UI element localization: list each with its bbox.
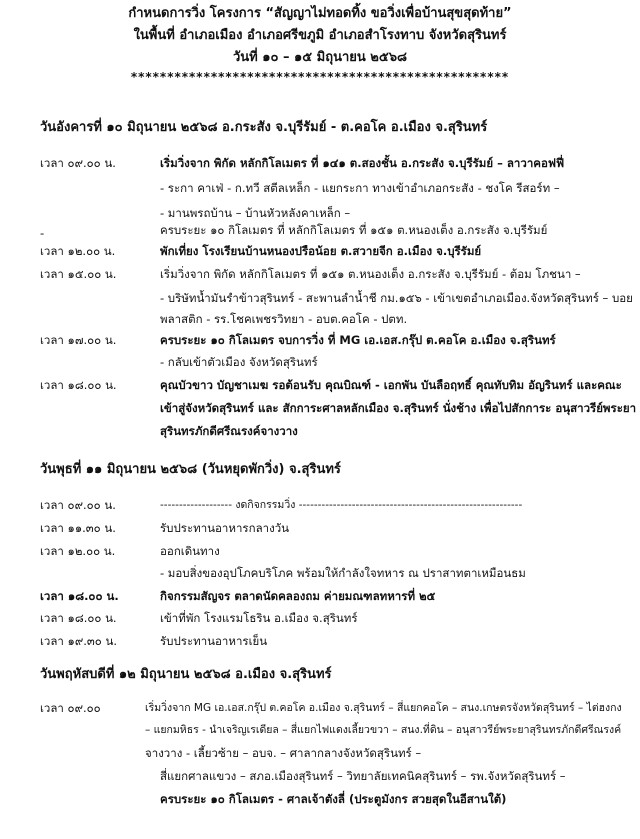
day2-hotel: เข้าที่พัก โรงแรมโธริน อ.เมือง จ.สุรินทร์ [160, 611, 358, 625]
day3-heading: วันพฤหัสบดีที่ ๑๒ มิถุนายน ๒๕๖๘ อ.เมือง จ.สุรินทร์ [40, 667, 332, 682]
day2-heading: วันพุธที่ ๑๑ มิถุนายน ๒๕๖๘ (วันหยุดพักวิ่ง) จ.สุรินทร์ [40, 462, 341, 477]
day1-time-1500: เวลา ๑๕.๐๐ น. [40, 267, 117, 281]
day2-time-0900: เวลา ๐๙.๐๐ น. [40, 498, 116, 512]
day1-route-3: - บริษัทน้ำมันรำข้าวสุรินทร์ - สะพานลำน้ำชี กม.๑๕๖ - เข้าเขตอำเภอเมือง.จังหวัดสุรินทร์ – บอย [160, 291, 633, 305]
day2-market-event: กิจกรรมสัญจร ตลาดนัดคลองถม ค่ายมณฑลทหารที่ ๒๕ [160, 589, 436, 603]
document-subtitle-area: ในพื้นที่ อำเภอเมือง อำเภอศรีขภูมิ อำเภอสำโรงทาบ จังหวัดสุรินทร์ [133, 28, 507, 43]
star-divider: **************************************************** [130, 70, 510, 84]
day3-time-0900: เวลา ๐๙.๐๐ [40, 701, 101, 715]
day1-return: - กลับเข้าตัวเมือง จังหวัดสุรินทร์ [160, 355, 318, 369]
day2-time-1800b: เวลา ๑๘.๐๐ น. [40, 611, 117, 625]
day1-welcome-2: เข้าสู่จังหวัดสุรินทร์ และ สักการะศาลหลักเมือง จ.สุรินทร์ นั่งช้าง เพื่อไปสักการะ อนุสาวรีย์พระยา [160, 401, 637, 415]
day2-depart: ออกเดินทาง [160, 544, 220, 558]
day1-start-run: เริ่มวิ่งจาก พิกัด หลักกิโลเมตร ที่ ๑๔๑ ต.สองชั้น อ.กระสัง จ.บุรีรัมย์ – ลาวาคอฟฟี่ [160, 156, 565, 170]
day1-time-1700: เวลา ๑๗.๐๐ น. [40, 333, 117, 347]
day3-finish: ครบระยะ ๑๐ กิโลเมตร - ศาลเจ้าตังลี่ (ประตูมังกร สวยสุดในอีสานใต้) [160, 792, 507, 806]
day1-route-4: พลาสติก - รร.โชคเพชรวิทยา - อบต.คอโค - ปตท. [160, 312, 408, 326]
day2-lunch: รับประทานอาหารกลางวัน [160, 521, 290, 535]
day2-dinner: รับประทานอาหารเย็น [160, 634, 268, 648]
day1-time-1200: เวลา ๑๒.๐๐ น. [40, 244, 116, 258]
day1-route-1: - ระกา คาเฟ่ - ก.ทวี สตีลเหล็ก - แยกระกา ทางเข้าอำเภอกระสัง - ชงโค รีสอร์ท – [160, 181, 560, 195]
day3-route-3: สี่แยกศาลแขวง – สภอ.เมืองสุรินทร์ – วิทยาลัยเทคนิคสุรินทร์ – รพ.จังหวัดสุรินทร์ – [160, 769, 566, 783]
day2-time-1800a: เวลา ๑๘.๐๐ น. [40, 589, 119, 603]
day2-time-1130: เวลา ๑๑.๓๐ น. [40, 521, 116, 535]
day1-afternoon-run: เริ่มวิ่งจาก พิกัด หลักกิโลเมตร ที่ ๑๕๑ ต.หนองเต็ง อ.กระสัง จ.บุรีรัมย์ - ต้อม โภชนา – [160, 267, 581, 281]
day1-welcome-1: คุณบัวขาว บัญชาเมฆ รอต้อนรับ คุณบิณฑ์ - เอกพัน บันลือฤทธิ์ คุณทับทิม อัญรินทร์ และคณะ [160, 378, 622, 392]
day2-time-1930: เวลา ๑๙.๓๐ น. [40, 634, 117, 648]
day2-no-run: ------------------- งดกิจกรรมวิ่ง ----------------------------------------------------------- [160, 499, 523, 511]
day2-donation: - มอบสิ่งของอุปโภคบริโภค พร้อมให้กำลังใจทหาร ณ ปราสาทตาเหมือนธม [160, 566, 526, 580]
document-date-range: วันที่ ๑๐ – ๑๕ มิถุนายน ๒๕๖๘ [233, 50, 407, 65]
document-title: กำหนดการวิ่ง โครงการ “สัญญาไม่ทอดทิ้ง ขอวิ่งเพื่อบ้านสุขสุดท้าย” [128, 6, 512, 21]
day1-distance-complete: ครบระยะ ๑๐ กิโลเมตร ที่ หลักกิโลเมตร ที่ ๑๕๑ ต.หนองเต็ง อ.กระสัง จ.บุรีรัมย์ [160, 223, 548, 237]
day1-lunch: พักเที่ยง โรงเรียนบ้านหนองปรือน้อย ต.สวายจีก อ.เมือง จ.บุรีรัมย์ [160, 244, 482, 258]
day1-time-0900: เวลา ๐๙.๐๐ น. [40, 156, 116, 170]
day1-time-1800: เวลา ๑๘.๐๐ น. [40, 378, 117, 392]
day3-route-1: – แยกมหิธร - นำเจริญเรเดียล – สี่แยกไฟแดงเลี้ยวขวา – สนง.ที่ดิน – อนุสาวรีย์พระยาสุรินทรภักดีศรีณรงค์ [145, 724, 622, 736]
day2-time-1200: เวลา ๑๒.๐๐ น. [40, 544, 116, 558]
day1-heading: วันอังคารที่ ๑๐ มิถุนายน ๒๕๖๘ อ.กระสัง จ.บุรีรัมย์ - ต.คอโค อ.เมือง จ.สุรินทร์ [40, 120, 488, 135]
day1-dash: - [40, 226, 45, 240]
day1-finish-run: ครบระยะ ๑๐ กิโลเมตร จบการวิ่ง ที่ MG เอ.เอส.กรุ๊ป ต.คอโค อ.เมือง จ.สุรินทร์ [160, 333, 556, 347]
day1-welcome-3: สุรินทรภักดีศรีณรงค์จางวาง [160, 424, 298, 438]
day1-route-2: - มานพรถบ้าน – บ้านหัวหลังคาเหล็ก – [160, 206, 351, 220]
day3-route-2: จางวาง - เลี้ยวซ้าย – อบจ. – ศาลากลางจังหวัดสุรินทร์ – [145, 746, 422, 760]
day3-start-run: เริ่มวิ่งจาก MG เอ.เอส.กรุ๊ป ต.คอโค อ.เมือง จ.สุรินทร์ – สี่แยกคอโค – สนง.เกษตรจังหวัดสุรินทร์ – ไต่ฮงกง [145, 702, 622, 714]
